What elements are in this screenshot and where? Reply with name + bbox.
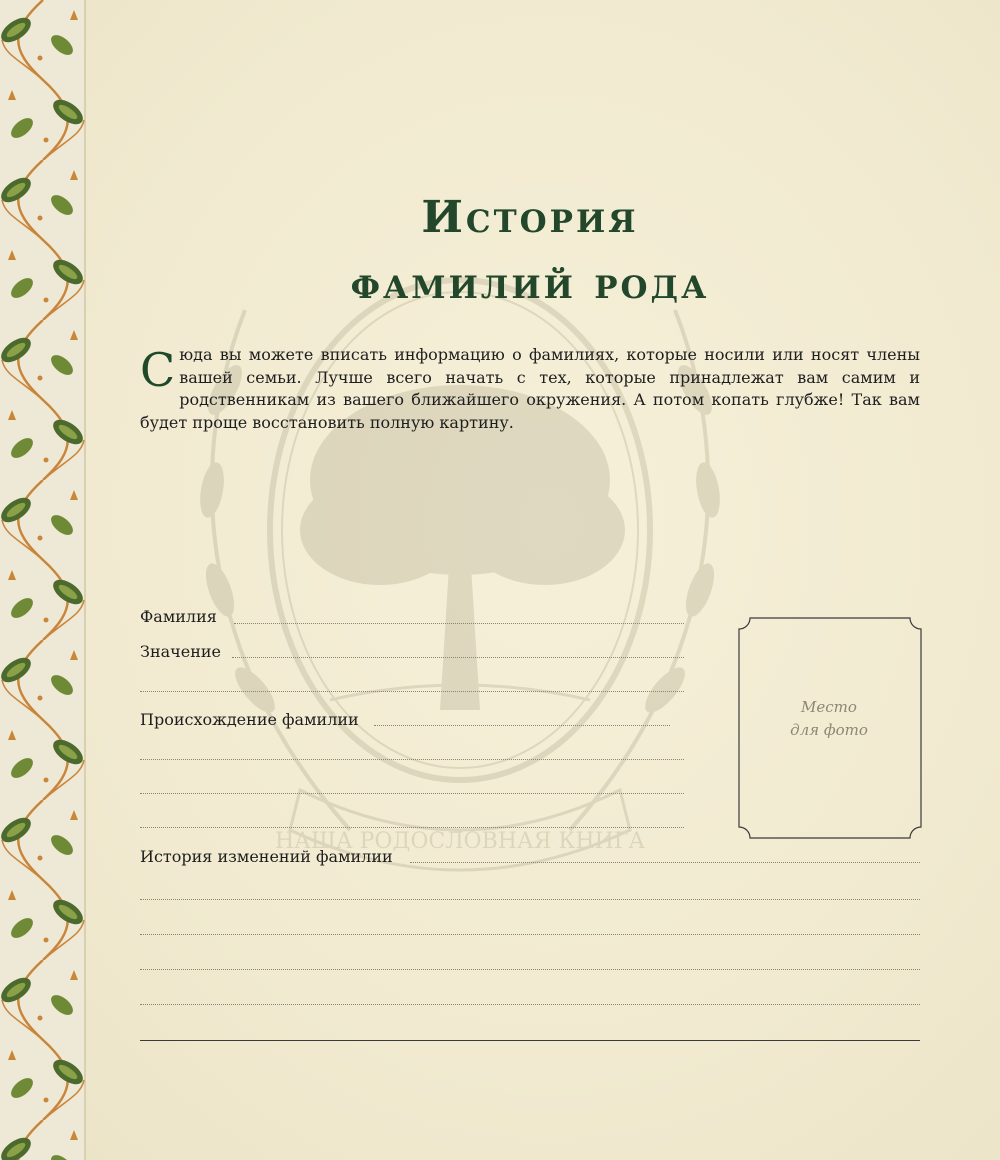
photo-placeholder-text [738, 696, 920, 742]
surname-label: Фамилия [140, 607, 217, 626]
surname-field[interactable] [234, 623, 684, 624]
origin-field-line2[interactable] [140, 759, 684, 760]
embroidered-border [0, 0, 86, 1160]
page-title-line1: История [421, 192, 639, 243]
history-label: История изменений фамилии [140, 847, 393, 866]
drop-cap: С [140, 343, 176, 397]
history-field-line5[interactable] [140, 1004, 920, 1005]
vine-ornament [0, 0, 86, 1160]
origin-field-line3[interactable] [140, 793, 684, 794]
meaning-field[interactable] [232, 657, 684, 658]
meaning-label: Значение [140, 642, 222, 661]
photo-text-line1: Место [801, 698, 857, 716]
history-field[interactable] [410, 862, 920, 863]
ribbon-text: НАША РОДОСЛОВНАЯ КНИГА [275, 829, 645, 854]
meaning-field-line2[interactable] [140, 691, 684, 692]
intro-paragraph [140, 344, 920, 434]
history-field-line3[interactable] [140, 934, 920, 935]
tree-watermark [150, 230, 770, 930]
photo-text-line2: для фото [790, 721, 868, 739]
origin-label: Происхождение фамилии [140, 710, 359, 729]
bottom-rule [140, 1040, 920, 1041]
history-field-line4[interactable] [140, 969, 920, 970]
origin-field[interactable] [374, 725, 670, 726]
page-title-line2: фамилий рода [350, 258, 710, 309]
history-field-line2[interactable] [140, 899, 920, 900]
intro-text: юда вы можете вписать информацию о фамилиях, которые носили или носят члены вашей семьи. Лучше всего начать с тех, которые принадлежат вам самим и родственникам из вашего ближайшего окружения. А потом копать глубже! Так вам будет проще восстановить полную картину. [140, 345, 920, 432]
origin-field-line4[interactable] [140, 827, 684, 828]
